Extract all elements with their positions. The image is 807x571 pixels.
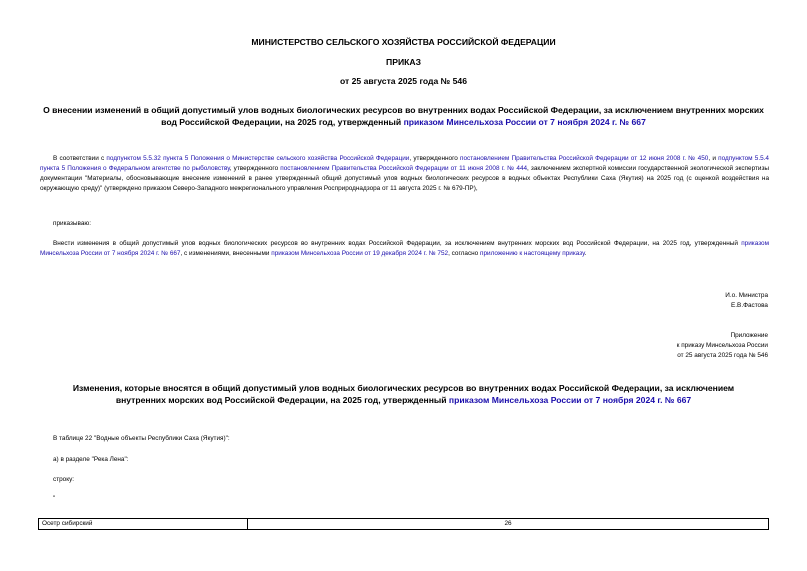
annex-line-quote: " bbox=[53, 495, 56, 502]
annex-line-section: а) в разделе "Река Лена": bbox=[53, 456, 129, 463]
preamble-text-1: В соответствии с bbox=[53, 155, 107, 162]
annex-header bbox=[677, 331, 768, 361]
signature-name: Е.В.Фастова bbox=[731, 302, 768, 309]
body-paragraph bbox=[40, 239, 769, 259]
order-title-text: О внесении изменений в общий допустимый улов водных биологических ресурсов во внутренних водах Российской Федерации, за исключением внутренних морских вод Российской Федерации, на 2025 год, утвержденный bbox=[43, 105, 764, 127]
annex-line-table: В таблице 22 "Водные объекты Республики Саха (Якутия)": bbox=[53, 435, 230, 442]
table-row bbox=[39, 519, 769, 530]
signature-position: И.о. Министра bbox=[725, 292, 768, 299]
table-cell-value: 26 bbox=[248, 519, 769, 530]
quota-table bbox=[38, 518, 769, 530]
preamble-paragraph bbox=[40, 154, 769, 194]
ministry-heading: МИНИСТЕРСТВО СЕЛЬСКОГО ХОЗЯЙСТВА РОССИЙСКОЙ ФЕДЕРАЦИИ bbox=[251, 37, 556, 47]
annex-title bbox=[50, 382, 757, 406]
body-link-3[interactable]: приложению к настоящему приказу bbox=[480, 250, 585, 257]
annex-title-link[interactable]: приказом Минсельхоза России от 7 ноября 2024 г. № 667 bbox=[448, 395, 692, 405]
order-title-link[interactable]: приказом Минсельхоза России от 7 ноября 2024 г. № 667 bbox=[403, 117, 646, 127]
preamble-link-2[interactable]: постановлением Правительства Российской Федерации от 12 июня 2008 г. № 450 bbox=[460, 155, 709, 162]
signature-block bbox=[725, 291, 768, 311]
preamble-link-4[interactable]: постановлением Правительства Российской Федерации от 11 июня 2008 г. № 444 bbox=[280, 165, 528, 172]
preamble-text-5: , заключением экспертной комиссии государственной экологической экспертизы документации "Материалы, обосновывающие внесение изменений в ранее утвержденный общий допустимый улов водных биологических ресурсов в водных объектах Республики Саха (Якутия) на 2025 год (с оценкой воздействия на окружающую среду)" (утверждено приказом Северо-Западного межрегионального управления Росприроднадзора от 11 августа 2025 г. № 679-ПР), bbox=[40, 165, 769, 192]
preamble-text-3: , и bbox=[708, 155, 719, 162]
preamble-text-4: , утвержденного bbox=[229, 165, 281, 172]
annex-line-row: строку: bbox=[53, 476, 75, 483]
table-cell-species: Осетр сибирский bbox=[39, 519, 248, 530]
body-link-2[interactable]: приказом Минсельхоза России от 19 декабря 2024 г. № 752 bbox=[271, 250, 449, 257]
preamble-link-3[interactable]: подпунктом 5.5.4 пункта 5 Положения о Федеральном агентстве по рыболовству bbox=[40, 155, 769, 172]
preamble-link-1[interactable]: подпунктом 5.5.32 пункта 5 Положения о Министерстве сельского хозяйства Российской Федерации bbox=[106, 155, 410, 162]
order-word: приказываю: bbox=[53, 220, 91, 227]
body-text-1: Внести изменения в общий допустимый улов водных биологических ресурсов во внутренних водах Российской Федерации, за исключением внутренних морских вод Российской Федерации, на 2025 год, утвержденный bbox=[53, 240, 742, 247]
doc-type-heading: ПРИКАЗ bbox=[386, 57, 421, 67]
annex-label: Приложение bbox=[730, 332, 768, 339]
annex-reference: к приказу Минсельхоза России bbox=[676, 342, 768, 349]
order-title bbox=[40, 104, 767, 128]
body-text-3: , согласно bbox=[448, 250, 480, 257]
annex-date: от 25 августа 2025 года № 546 bbox=[677, 352, 768, 359]
preamble-text-2: , утвержденного bbox=[409, 155, 461, 162]
body-text-4: . bbox=[584, 250, 587, 257]
annex-title-text: Изменения, которые вносятся в общий допустимый улов водных биологических ресурсов во внутренних водах Российской Федерации, за исключением внутренних морских вод Российской Федерации, на 2025 год, утвержденный bbox=[72, 383, 735, 405]
order-date-number: от 25 августа 2025 года № 546 bbox=[340, 76, 467, 86]
body-text-2: , с изменениями, внесенными bbox=[180, 250, 272, 257]
body-link-1[interactable]: приказом Минсельхоза России от 7 ноября 2024 г. № 667 bbox=[40, 240, 769, 257]
